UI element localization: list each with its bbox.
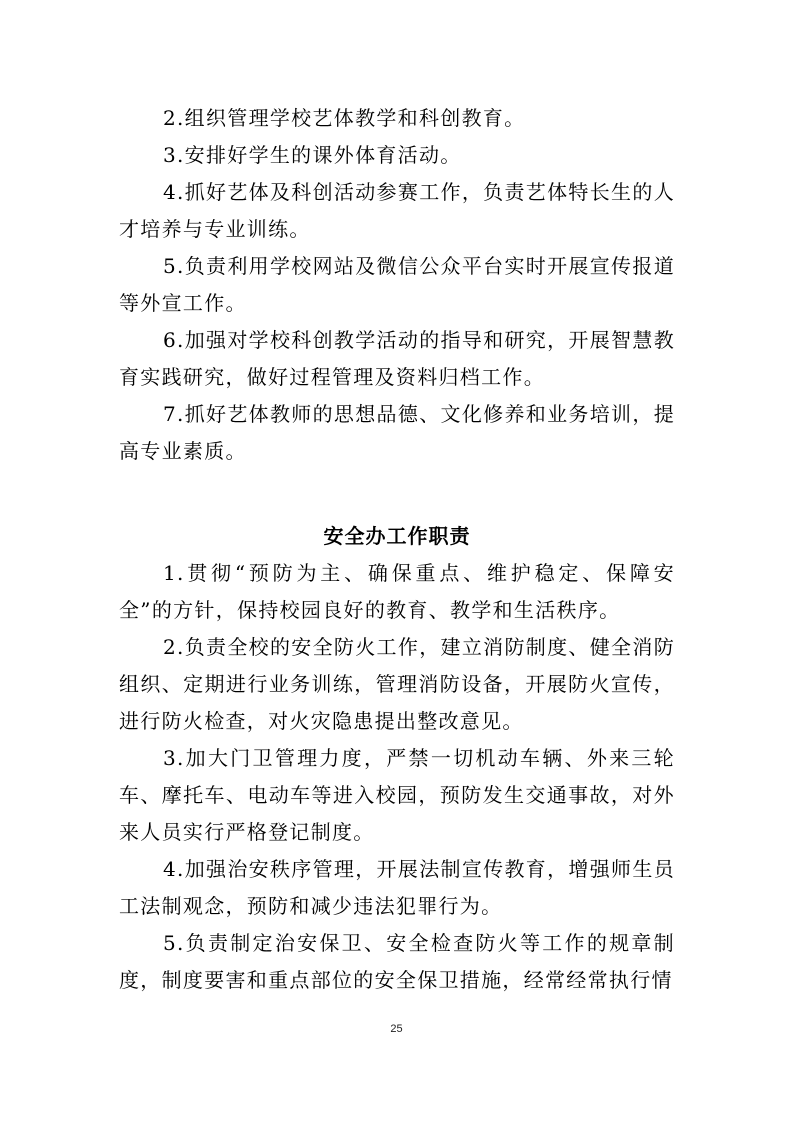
duty-item: 6.加强对学校科创教学活动的指导和研究，开展智慧教育实践研究，做好过程管理及资料归档工作。: [119, 328, 675, 389]
duty-item: 2.组织管理学校艺体教学和科创教育。: [163, 106, 526, 130]
duty-item: 1.贯彻“预防为主、确保重点、维护稳定、保障安全”的方针，保持校园良好的教育、教学和生活秩序。: [119, 561, 675, 622]
page-number: 25: [390, 1023, 403, 1035]
duty-item: 5.负责制定治安保卫、安全检查防火等工作的规章制度，制度要害和重点部位的安全保卫措施，经常经常执行情: [119, 931, 675, 992]
duty-item: 7.抓好艺体教师的思想品德、文化修养和业务培训，提高专业素质。: [119, 402, 675, 463]
duty-item: 3.加大门卫管理力度，严禁一切机动车辆、外来三轮车、摩托车、电动车等进入校园，预防发生交通事故，对外来人员实行严格登记制度。: [119, 746, 675, 844]
duty-item: 5.负责利用学校网站及微信公众平台实时开展宣传报道等外宣工作。: [119, 254, 675, 315]
page-content: [119, 100, 675, 999]
duty-item: 4.抓好艺体及科创活动参赛工作，负责艺体特长生的人才培养与专业训练。: [119, 180, 675, 241]
duty-item: 3.安排好学生的课外体育活动。: [163, 143, 462, 167]
section-title: 安全办工作职责: [323, 524, 471, 548]
duty-item: 2.负责全校的安全防火工作，建立消防制度、健全消防组织、定期进行业务训练，管理消防设备，开展防火宣传，进行防火检查，对火灾隐患提出整改意见。: [119, 635, 675, 733]
duty-item: 4.加强治安秩序管理，开展法制宣传教育，增强师生员工法制观念，预防和减少违法犯罪行为。: [119, 857, 675, 918]
